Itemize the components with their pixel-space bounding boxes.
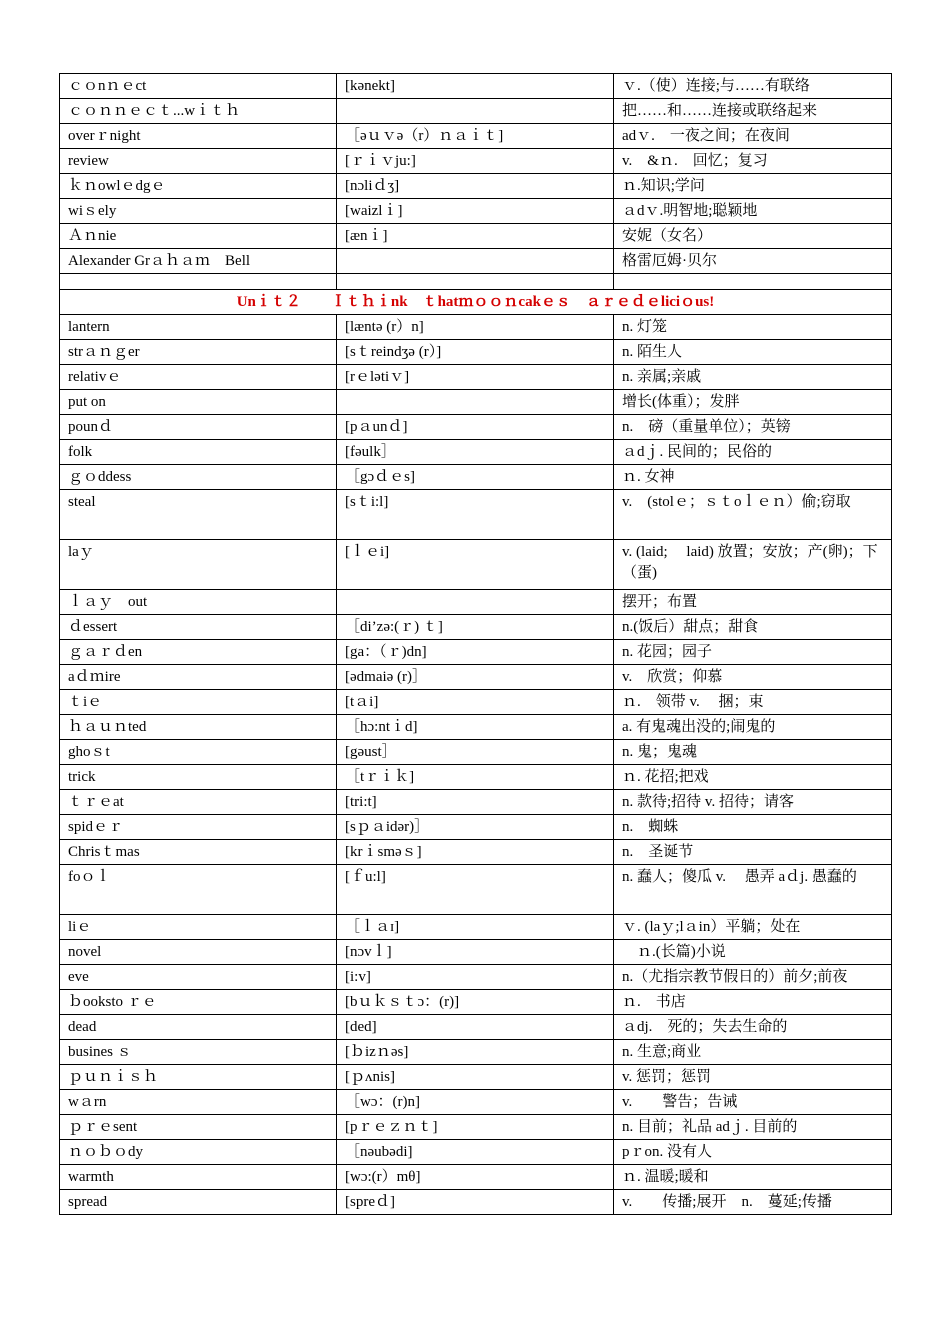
- meaning-cell: 摆开；布置: [614, 590, 892, 615]
- word-cell: ｃｏｎｎｅｃｔ...wｉｔｈ: [60, 99, 337, 124]
- meaning-cell: n. 目前；礼品 adｊ. 目前的: [614, 1115, 892, 1140]
- phonetic-cell: [ｆu:l]: [337, 865, 614, 915]
- phonetic-cell: [ｌｅi]: [337, 540, 614, 590]
- table-row: [60, 690, 892, 715]
- phonetic-cell: [sｐａidər)］: [337, 815, 614, 840]
- table-row: [60, 615, 892, 640]
- word-cell: warmth: [60, 1165, 337, 1190]
- phonetic-cell: [sｔreindʒə (r）]: [337, 340, 614, 365]
- vocabulary-table: [59, 73, 892, 1215]
- table-row: [60, 440, 892, 465]
- phonetic-cell: [nɔvｌ]: [337, 940, 614, 965]
- phonetic-cell: [337, 99, 614, 124]
- meaning-cell: n. 款待;招待 v. 招待；请客: [614, 790, 892, 815]
- word-cell: ｄessert: [60, 615, 337, 640]
- table-row: [60, 1140, 892, 1165]
- table-row: [60, 765, 892, 790]
- table-row: [60, 224, 892, 249]
- meaning-cell: v. 传播;展开 n. 蔓延;传播: [614, 1190, 892, 1215]
- meaning-cell: adｖ. 一夜之间；在夜间: [614, 124, 892, 149]
- word-cell: ｃｏnｎｅct: [60, 74, 337, 99]
- meaning-cell: n. 蜘蛛: [614, 815, 892, 840]
- phonetic-cell: [ｒｉｖju:]: [337, 149, 614, 174]
- table-row: [60, 540, 892, 590]
- word-cell: spidｅｒ: [60, 815, 337, 840]
- phonetic-cell: [pｒｅｚｎｔ]: [337, 1115, 614, 1140]
- word-cell: wiｓely: [60, 199, 337, 224]
- meaning-cell: n. 灯笼: [614, 315, 892, 340]
- word-cell: ｔiｅ: [60, 690, 337, 715]
- meaning-cell: a. 有鬼魂出没的;闹鬼的: [614, 715, 892, 740]
- unit-title: Unｉｔ２ Ｉｔｈｉnk ｔhatｍｏｏｎcakｅｓ ａｒｅｄｅliciｏus!: [60, 290, 892, 315]
- word-cell: Ａｎnie: [60, 224, 337, 249]
- word-cell: busines ｓ: [60, 1040, 337, 1065]
- vocabulary-table-body: [60, 74, 892, 1215]
- meaning-cell: v. &ｎ. 回忆；复习: [614, 149, 892, 174]
- phonetic-cell: [fəulk］: [337, 440, 614, 465]
- table-row: [60, 465, 892, 490]
- word-cell: ｐｒｅsent: [60, 1115, 337, 1140]
- meaning-cell: v. (laid; laid) 放置；安放；产(卵)；下（蛋): [614, 540, 892, 590]
- phonetic-cell: [ｐʌnis]: [337, 1065, 614, 1090]
- table-row: [60, 74, 892, 99]
- phonetic-cell: [tri:t]: [337, 790, 614, 815]
- empty-cell: [337, 274, 614, 290]
- table-row: [60, 1190, 892, 1215]
- phonetic-cell: ［hɔ:ntｉd]: [337, 715, 614, 740]
- word-cell: pounｄ: [60, 415, 337, 440]
- blank-row: [60, 274, 892, 290]
- table-row: [60, 1040, 892, 1065]
- phonetic-cell: [rｅlətiｖ]: [337, 365, 614, 390]
- meaning-cell: ｎ. 领带 v. 捆；束: [614, 690, 892, 715]
- table-row: [60, 315, 892, 340]
- word-cell: aｄｍire: [60, 665, 337, 690]
- word-cell: ｇａｒｄen: [60, 640, 337, 665]
- meaning-cell: ｎ. 女神: [614, 465, 892, 490]
- word-cell: Chrisｔmas: [60, 840, 337, 865]
- meaning-cell: n. 蠢人；傻瓜 v. 愚弄 aｄj. 愚蠢的: [614, 865, 892, 915]
- word-cell: ｎｏｂｏdy: [60, 1140, 337, 1165]
- meaning-cell: n. 鬼；鬼魂: [614, 740, 892, 765]
- meaning-cell: pｒon. 没有人: [614, 1140, 892, 1165]
- phonetic-cell: ［ｌａɪ]: [337, 915, 614, 940]
- meaning-cell: 把……和……连接或联络起来: [614, 99, 892, 124]
- table-row: [60, 590, 892, 615]
- word-cell: foｏｌ: [60, 865, 337, 915]
- table-row: [60, 715, 892, 740]
- word-cell: ghoｓt: [60, 740, 337, 765]
- table-row: [60, 1165, 892, 1190]
- word-cell: ｈａｕｎted: [60, 715, 337, 740]
- phonetic-cell: ［əｕｖə（r）ｎａｉｔ]: [337, 124, 614, 149]
- meaning-cell: n.(饭后）甜点；甜食: [614, 615, 892, 640]
- word-cell: review: [60, 149, 337, 174]
- meaning-cell: v. 惩罚；惩罚: [614, 1065, 892, 1090]
- phonetic-cell: [sｔi:l]: [337, 490, 614, 540]
- meaning-cell: 格雷厄姆·贝尔: [614, 249, 892, 274]
- meaning-cell: n. 亲属;亲戚: [614, 365, 892, 390]
- word-cell: liｅ: [60, 915, 337, 940]
- meaning-cell: v. 警告；告诫: [614, 1090, 892, 1115]
- phonetic-cell: [nɔliｄʒ]: [337, 174, 614, 199]
- meaning-cell: n. 生意;商业: [614, 1040, 892, 1065]
- meaning-cell: 增长(体重）；发胖: [614, 390, 892, 415]
- word-cell: Alexander Grａｈａｍ Bell: [60, 249, 337, 274]
- phonetic-cell: [337, 590, 614, 615]
- phonetic-cell: [337, 390, 614, 415]
- empty-cell: [614, 274, 892, 290]
- phonetic-cell: [bｕｋｓｔɔ：(r)]: [337, 990, 614, 1015]
- table-row: [60, 990, 892, 1015]
- meaning-cell: n. 磅（重量单位）；英镑: [614, 415, 892, 440]
- table-row: [60, 965, 892, 990]
- phonetic-cell: [pａunｄ]: [337, 415, 614, 440]
- meaning-cell: ｎ. 书店: [614, 990, 892, 1015]
- meaning-cell: ａdｖ.明智地;聪颖地: [614, 199, 892, 224]
- table-row: [60, 249, 892, 274]
- table-row: [60, 815, 892, 840]
- table-row: [60, 665, 892, 690]
- table-row: [60, 415, 892, 440]
- word-cell: laｙ: [60, 540, 337, 590]
- table-row: [60, 174, 892, 199]
- phonetic-cell: [ｂizｎəs]: [337, 1040, 614, 1065]
- phonetic-cell: [i:v]: [337, 965, 614, 990]
- word-cell: ｇｏddess: [60, 465, 337, 490]
- word-cell: novel: [60, 940, 337, 965]
- table-row: [60, 640, 892, 665]
- phonetic-cell: [spreｄ]: [337, 1190, 614, 1215]
- word-cell: ｂooksto ｒｅ: [60, 990, 337, 1015]
- phonetic-cell: [kənekt]: [337, 74, 614, 99]
- word-cell: steal: [60, 490, 337, 540]
- meaning-cell: v. 欣赏；仰慕: [614, 665, 892, 690]
- table-row: [60, 840, 892, 865]
- word-cell: trick: [60, 765, 337, 790]
- table-row: [60, 365, 892, 390]
- phonetic-cell: [ga：（ｒ)dn]: [337, 640, 614, 665]
- phonetic-cell: ［wɔ：(r)n]: [337, 1090, 614, 1115]
- word-cell: put on: [60, 390, 337, 415]
- meaning-cell: ｎ.(长篇)小说: [614, 940, 892, 965]
- meaning-cell: ａdｊ. 民间的；民俗的: [614, 440, 892, 465]
- table-row: [60, 99, 892, 124]
- table-row: [60, 1115, 892, 1140]
- empty-cell: [60, 274, 337, 290]
- meaning-cell: v. (stolｅ；ｓｔoｌｅｎ）偷;窃取: [614, 490, 892, 540]
- word-cell: ｐｕｎｉｓｈ: [60, 1065, 337, 1090]
- meaning-cell: ｖ. (laｙ;lａin）平躺；处在: [614, 915, 892, 940]
- word-cell: overｒnight: [60, 124, 337, 149]
- meaning-cell: n.（尤指宗教节假日的）前夕;前夜: [614, 965, 892, 990]
- table-row: [60, 865, 892, 915]
- meaning-cell: ｎ.知识;学问: [614, 174, 892, 199]
- word-cell: dead: [60, 1015, 337, 1040]
- table-row: [60, 390, 892, 415]
- table-row: [60, 149, 892, 174]
- word-cell: folk: [60, 440, 337, 465]
- table-row: [60, 490, 892, 540]
- meaning-cell: ｎ. 温暖;暖和: [614, 1165, 892, 1190]
- phonetic-cell: ［tｒｉｋ]: [337, 765, 614, 790]
- table-row: [60, 199, 892, 224]
- table-row: [60, 1065, 892, 1090]
- phonetic-cell: [ænｉ]: [337, 224, 614, 249]
- meaning-cell: n. 圣诞节: [614, 840, 892, 865]
- word-cell: wａrn: [60, 1090, 337, 1115]
- table-row: [60, 790, 892, 815]
- phonetic-cell: [læntə (r）n]: [337, 315, 614, 340]
- word-cell: lantern: [60, 315, 337, 340]
- phonetic-cell: [waizlｉ]: [337, 199, 614, 224]
- table-row: [60, 740, 892, 765]
- table-row: [60, 1015, 892, 1040]
- phonetic-cell: ［di’zə:(ｒ) ｔ]: [337, 615, 614, 640]
- phonetic-cell: [gəust］: [337, 740, 614, 765]
- word-cell: spread: [60, 1190, 337, 1215]
- phonetic-cell: ［gɔｄｅs]: [337, 465, 614, 490]
- word-cell: ｋｎowlｅdgｅ: [60, 174, 337, 199]
- meaning-cell: 安妮（女名）: [614, 224, 892, 249]
- table-row: [60, 124, 892, 149]
- word-cell: ｔｒｅat: [60, 790, 337, 815]
- table-row: [60, 915, 892, 940]
- word-cell: strａｎｇer: [60, 340, 337, 365]
- table-row: [60, 940, 892, 965]
- meaning-cell: n. 陌生人: [614, 340, 892, 365]
- meaning-cell: n. 花园；园子: [614, 640, 892, 665]
- table-row: [60, 1090, 892, 1115]
- word-cell: relativｅ: [60, 365, 337, 390]
- meaning-cell: ｎ. 花招;把戏: [614, 765, 892, 790]
- word-cell: eve: [60, 965, 337, 990]
- phonetic-cell: [ded]: [337, 1015, 614, 1040]
- phonetic-cell: [krｉsməｓ]: [337, 840, 614, 865]
- phonetic-cell: [tａi]: [337, 690, 614, 715]
- phonetic-cell: ［nəubədi]: [337, 1140, 614, 1165]
- unit-heading-row: [60, 290, 892, 315]
- phonetic-cell: [337, 249, 614, 274]
- word-cell: ｌａｙ out: [60, 590, 337, 615]
- phonetic-cell: [wɔ:(r）mθ]: [337, 1165, 614, 1190]
- phonetic-cell: [ədmaiə (r)］: [337, 665, 614, 690]
- table-row: [60, 340, 892, 365]
- meaning-cell: ａdj. 死的；失去生命的: [614, 1015, 892, 1040]
- meaning-cell: ｖ.（使）连接;与……有联络: [614, 74, 892, 99]
